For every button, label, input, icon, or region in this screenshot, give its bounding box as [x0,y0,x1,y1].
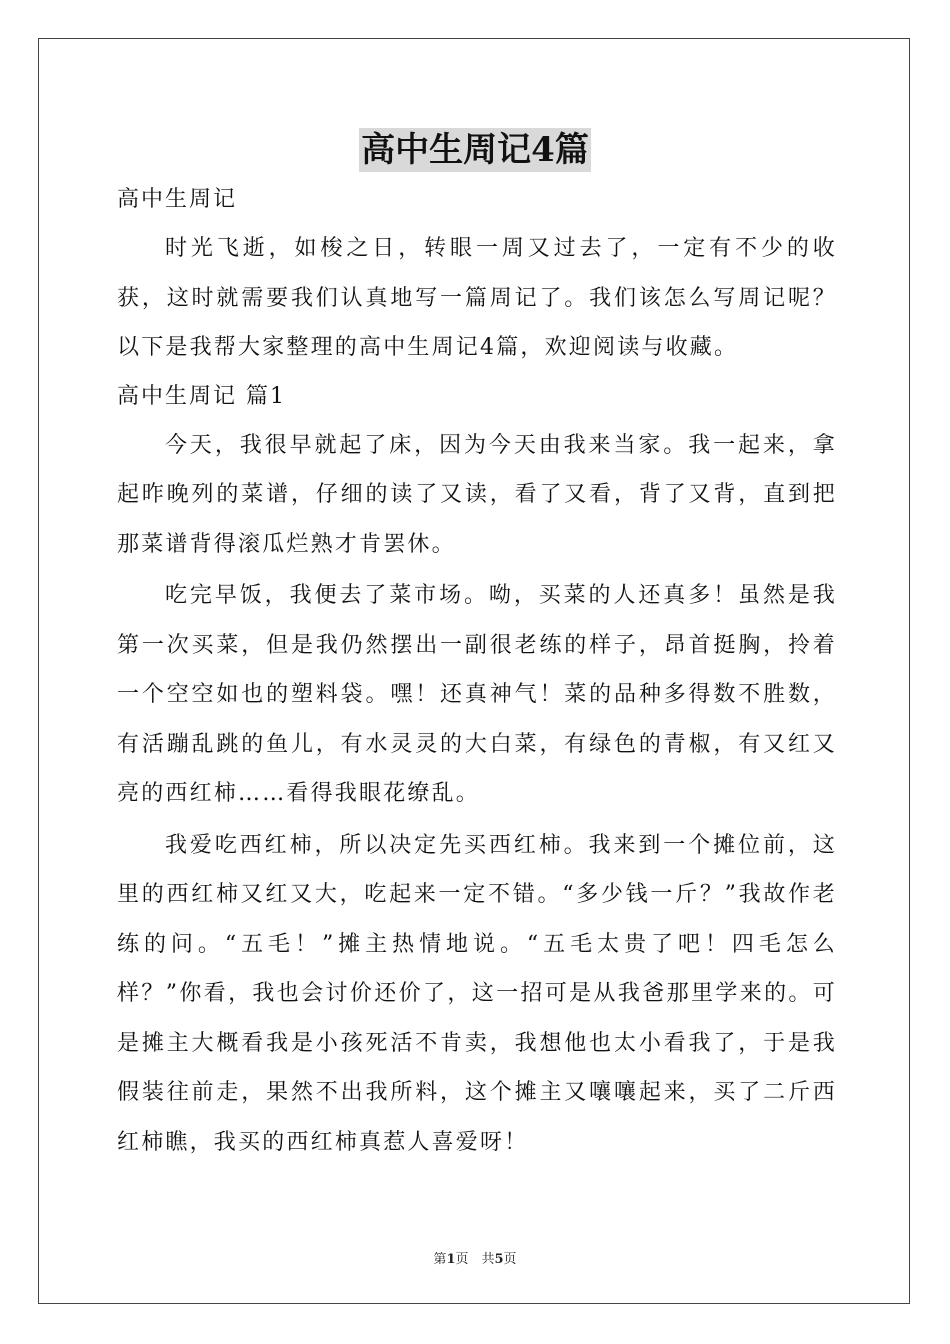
intro-heading: 高中生周记 [117,187,238,212]
document-title: 高中生周记4篇 [361,130,589,170]
footer-page-suffix: 页 [503,1252,517,1267]
footer-page-prefix: 第 [433,1252,447,1267]
footer-page-current: 1 [446,1252,456,1267]
section-heading: 高中生周记 篇1 [117,383,286,409]
body-paragraph-3: 我爱吃西红柿，所以决定先买西红柿。我来到一个摊位前，这里的西红柿又红又大，吃起来一定不错。“多少钱一斤？”我故作老练的问。“五毛！”摊主热情地说。“五毛太贵了吧！四毛怎么样？”你看，我也会讨价还价了，这一招可是从我爸那里学来的。可是摊主大概看我是小孩死活不肯卖，我想他也太小看我了，于是我假装往前走，果然不出我所料，这个摊主又嚷嚷起来，买了二斤西红柿瞧，我买的西红柿真惹人喜爱呀！ [117,832,837,1155]
footer-page-mid: 页 共 [455,1252,495,1267]
intro-paragraph: 时光飞逝，如梭之日，转眼一周又过去了，一定有不少的收获，这时就需要我们认真地写一篇周记了。我们该怎么写周记呢？以下是我帮大家整理的高中生周记4篇，欢迎阅读与收藏。 [117,236,837,360]
page-footer [0,1248,950,1267]
document-body [117,176,837,1167]
footer-page-total: 5 [494,1252,504,1267]
body-paragraph-1: 今天，我很早就起了床，因为今天由我来当家。我一起来，拿起昨晚列的菜谱，仔细的读了又读，看了又看，背了又背，直到把那菜谱背得滚瓜烂熟才肯罢休。 [117,432,837,557]
body-paragraph-2: 吃完早饭，我便去了菜市场。呦，买菜的人还真多！虽然是我第一次买菜，但是我仍然摆出一副很老练的样子，昂首挺胸，拎着一个空空如也的塑料袋。嘿！还真神气！菜的品种多得数不胜数，有活蹦乱跳的鱼儿，有水灵灵的大白菜，有绿色的青椒，有又红又亮的西红柿……看得我眼花缭乱。 [117,583,837,806]
document-title-wrapper [0,128,950,178]
